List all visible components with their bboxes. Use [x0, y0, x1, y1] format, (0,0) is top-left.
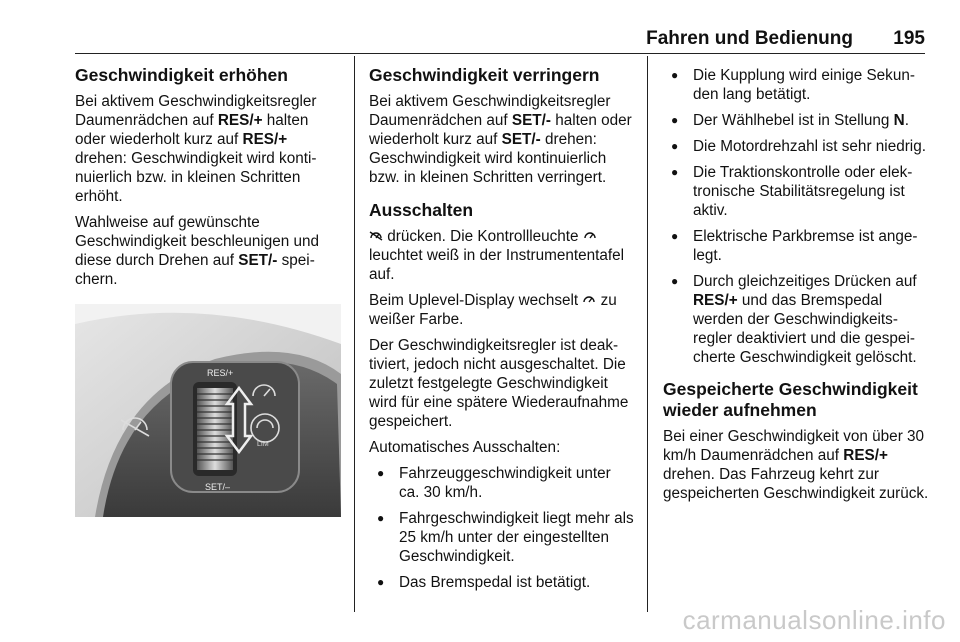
heading-speed-increase: Geschwindigkeit erhöhen — [75, 65, 288, 85]
steering-wheel-controls-image — [75, 304, 341, 517]
cruise-off-icon — [369, 229, 383, 241]
paragraph: Bei aktivem Geschwindigkeitsregler Daumenrädchen auf SET/- halten oder wiederholt kurz auf SET/- drehen: Geschwindigkeit wird kontinuierlich bzw. in kleinen Schritten verringert. — [369, 93, 632, 186]
page-title: Fahren und Bedienung — [646, 28, 853, 49]
page-header — [75, 26, 925, 54]
heading-resume-speed: Gespeicherte Geschwindigkeit wieder aufnehmen — [663, 379, 918, 420]
list-item: ● Die Kupplung wird einige Sekunden lang betätigt. — [663, 66, 929, 104]
page-number: 195 — [893, 28, 925, 49]
paragraph: drücken. Die Kontrollleuchte leuchtet weiß in der Instrumententafel auf. — [369, 228, 625, 283]
list-item: ● Das Bremspedal ist betätigt. — [369, 573, 635, 592]
paragraph: Wahlweise auf gewünschte Geschwindigkeit beschleunigen und diese durch Drehen auf SET/- speichern. — [75, 214, 320, 288]
list-item: ● Fahrgeschwindigkeit liegt mehr als 25 km/h unter der eingestellten Geschwindigkeit. — [369, 509, 635, 566]
heading-speed-decrease: Geschwindigkeit verringern — [369, 65, 600, 85]
column-middle — [369, 56, 635, 599]
column-divider — [647, 56, 648, 612]
cruise-control-icon — [583, 229, 597, 241]
list-item: ● Durch gleichzeitiges Drücken auf RES/+ und das Bremspedal werden der Geschwindigkeitsregler deaktiviert und die gespeicherte Geschwindigkeit gelöscht. — [663, 272, 929, 367]
set-label: SET/– — [205, 482, 231, 492]
paragraph: Bei einer Geschwindigkeit von über 30 km/h Daumenrädchen auf RES/+ drehen. Das Fahrzeug kehrt zur gespeicherten Geschwindigkeit zurück. — [663, 428, 929, 502]
list-item: ● Fahrzeuggeschwindigkeit unter ca. 30 km/h. — [369, 464, 635, 502]
cruise-control-icon — [582, 293, 596, 305]
auto-off-list — [369, 464, 635, 592]
auto-off-list-continued — [663, 66, 929, 367]
res-label: RES/+ — [207, 368, 234, 378]
list-item: ● Der Wählhebel ist in Stellung N. — [663, 111, 929, 130]
paragraph: Beim Uplevel-Display wechselt zu weißer Farbe. — [369, 292, 617, 328]
list-item: ● Die Motordrehzahl ist sehr niedrig. — [663, 137, 929, 156]
paragraph: Der Geschwindigkeitsregler ist deaktiviert, jedoch nicht ausgeschaltet. Die zuletzt festgelegte Geschwindigkeit wird für eine spätere Wiederaufnahme gespeichert. — [369, 337, 629, 430]
heading-switch-off: Ausschalten — [369, 200, 474, 220]
list-item: ● Die Traktionskontrolle oder elektronische Stabilitätsregelung ist aktiv. — [663, 163, 929, 220]
paragraph: Bei aktivem Geschwindigkeitsregler Daumenrädchen auf RES/+ halten oder wiederholt kurz auf RES/+ drehen: Geschwindigkeit wird kontinuierlich bzw. in kleinen Schritten erhöht. — [75, 93, 317, 205]
column-left — [75, 56, 341, 517]
watermark: carmanualsonline.info — [682, 605, 946, 635]
list-item: ● Elektrische Parkbremse ist angelegt. — [663, 227, 929, 265]
paragraph: Automatisches Ausschalten: — [369, 439, 561, 456]
column-right — [663, 66, 929, 510]
svg-text:LIM: LIM — [257, 441, 269, 448]
column-divider — [354, 56, 355, 612]
